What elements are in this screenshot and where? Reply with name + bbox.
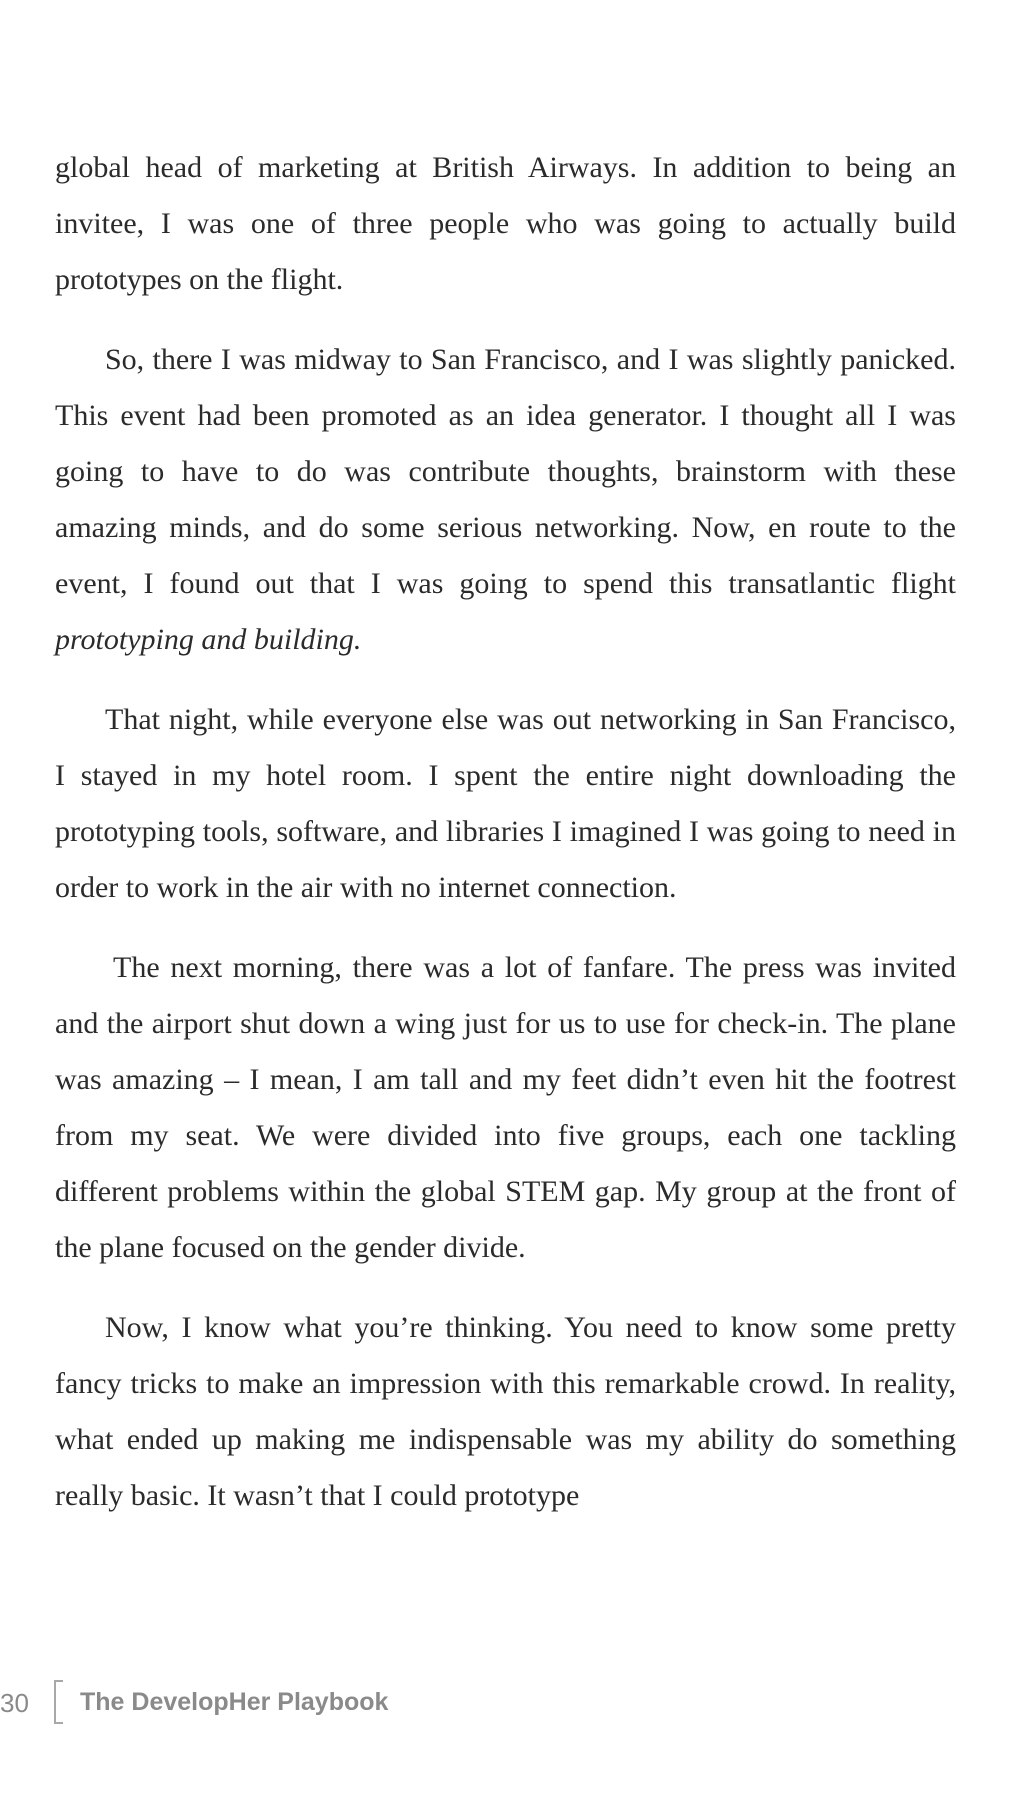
paragraph-that-night: That night, while everyone else was out networking in San Francisco, I stayed in my hotel room. I spent the entire night downloading the prototyping tools, software, and libraries I imagined I was going to need in order to work in the air with no internet connection. [55,703,956,904]
paragraph-continuation: global head of marketing at British Airways. In addition to being an invitee, I was one of three people who was going to actually build prototypes on the flight. [55,151,956,296]
paragraph-now-i-know: Now, I know what you’re thinking. You need to know some pretty fancy tricks to make an impression with this remarkable crowd. In reality, what ended up making me indispensable was my ability do something really basic. It wasn’t that I could prototype [55,1311,956,1512]
paragraph-midway-emphasis: prototyping and building. [55,623,362,656]
running-book-title: The DevelopHer Playbook [80,1688,389,1716]
footer-bracket-divider [54,1680,63,1724]
paragraph-midway-text: So, there I was midway to San Francisco, and I was slightly panicked. This event had been promoted as an idea generator. I thought all I was going to have to do was contribute thoughts, brainstorm with these amazing minds, and do some serious networking. Now, en route to the event, I found out that I was going to spend this transatlantic flight [55,343,956,600]
paragraph-midway [55,332,956,668]
page-number: 30 [0,1688,29,1718]
body-text [55,140,956,1548]
page-footer [0,1680,600,1726]
paragraph-next-morning: The next morning, there was a lot of fanfare. The press was invited and the airport shut down a wing just for us to use for check-in. The plane was amazing – I mean, I am tall and my feet didn’t even hit the footrest from my seat. We were divided into five groups, each one tackling different problems within the global STEM gap. My group at the front of the plane focused on the gender divide. [55,951,956,1264]
